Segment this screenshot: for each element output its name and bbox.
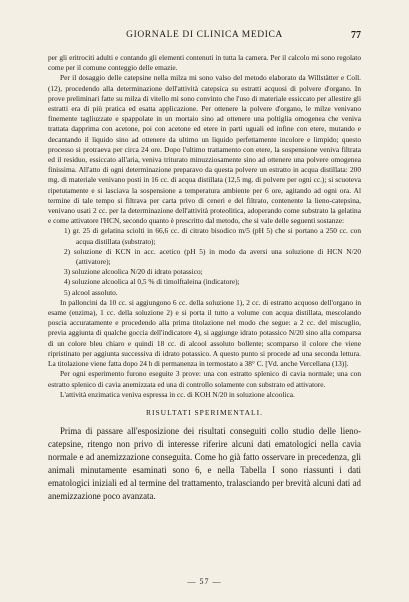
paragraph-activity: L'attività enzimatica veniva espressa in cc. di KOH N/20 in soluzione alcoolica. <box>60 389 295 399</box>
running-header <box>48 30 361 44</box>
page-folio: — 57 — <box>187 577 222 586</box>
paragraph-results: Prima di passare all'esposizione dei risultati conseguiti collo studio delle lieno-catepsine, ritengo non privo di interesse riferire alcuni dati ematologici nella cavia normale e ad anemizzazione conseguita. Come ho già fatto osservare in precedenza, gli animali minutamente esaminati sono 6, e nella Tabella I sono riassunti i dati ematologici iniziali ed al termine del trattamento, tralasciando per brevità alcuni dati ad anemizzazione poco avanzata. <box>48 426 361 502</box>
paragraph-continuation: per gli eritrociti adulti e contando gli elementi contenuti in tutta la camera. Per il calcolo mi sono regolato come per il comune conteggio delle emazie. <box>48 53 361 73</box>
paragraph-experiments: Per ogni esperimento furono eseguite 3 prove: una con estratto splenico di cavia normale; una con estratto splenico di cavia anemizzata ed una di controllo solamente con substrato ed attivatore. <box>48 369 361 389</box>
substance-item-1: 1) gr. 25 di gelatina sciolti in 66,6 cc. di citrato bisodico m/5 (pH 5) che si portano a 250 cc. con acqua distillata (substrato); <box>64 226 361 246</box>
paragraph-method: Per il dosaggio delle catepsine nella milza mi sono valso del metodo elaborato da Willstätter e Coll. (12), procedendo alla determinazione dell'attività catepsica su estratti acquosi di polvere d'organo. In prove preliminari fatte su milza di vitello mi sono convinto che l'uso di materiale essiccato per allestire gli estratti era di più pratica ed esatta applicazione. Per ottenere la polvere d'organo, le milze venivano finemente tagliuzzate e spappolate in un mortaio sino ad ottenere una poltiglia omogenea che veniva trattata dapprima con acetone, poi con acetone ed etere in parti uguali ed infine con etere, mutando e decantando il liquido sino ad ottenere da ultimo un liquido perfettamente incolore e limpido; questo processo si protraeva per circa 24 ore. Dopo l'ultimo trattamento con etere, la sospensione veniva filtrata ed il residuo, essiccato all'aria, veniva triturato minuzziosamente sino ad ottenere una polvere omogenea finissima. All'atto di ogni determinazione preparavo da questa polvere un estratto in acqua distillata: 200 mg. di materiale venivano posti in 16 cc. di acqua distillata (12,5 mg. di polvere per ogni cc.); si scuoteva ripetutamente e si lasciava la sospensione a temperatura ambiente per 6 ore, agitando ad ogni ora. Al termine di tale tempo si filtrava per carta privo di ceneri e del filtrato, contenente la lieno-catepsina, venivano usati 2 cc. per la determinazione dell'attività proteolitica, adoperando come substrato la gelatina e come attivatore l'HCN, secondo quanto è prescritto dal metodo, che si vale delle seguenti sostanze: <box>48 73 361 226</box>
page-number: 77 <box>351 30 361 41</box>
section-heading: RISULTATI SPERIMENTALI. <box>146 407 263 417</box>
article-body <box>48 53 361 503</box>
journal-title: GIORNALE DI CLINICA MEDICA <box>126 30 283 40</box>
substance-item-2: 2) soluzione di KCN in acc. acetico (pH 5) in modo da aversi una soluzione di HCN N/20 (attivatore); <box>64 246 361 267</box>
substance-item-4: 4) soluzione alcoolica al 0,5 % di timolftaleina (indicatore); <box>64 277 240 287</box>
paragraph-procedure: In palloncini da 10 cc. si aggiungono 6 cc. della soluzione 1), 2 cc. di estratto acquoso dell'organo in esame (enzima), 1 cc. della soluzione 2) e si porta il tutto a volume con acqua distillata, mescolando poscia accuratamente e procedendo alla prima titolazione nel modo che segue: a 2 cc. del miscuglio, previa aggiunta di qualche goccia dell'indicatore 4), si aggiunge idrato potassico N/20 sino alla comparsa di un colore bleu chiaro e quindi 18 cc. di alcool assoluto bollente; scomparso il colore che viene ripristinato per aggiunta successiva di idrato potassico. A questo punto si procede ad una seconda lettura. La titolazione viene fatta dopo 24 h di permanenza in termostato a 38° C. [Vd. anche Vercellana (13)]. <box>48 297 361 369</box>
substance-item-5: 5) alcool assoluto. <box>64 287 118 297</box>
substance-item-3: 3) soluzione alcoolica N/20 di idrato potassico; <box>64 267 203 277</box>
